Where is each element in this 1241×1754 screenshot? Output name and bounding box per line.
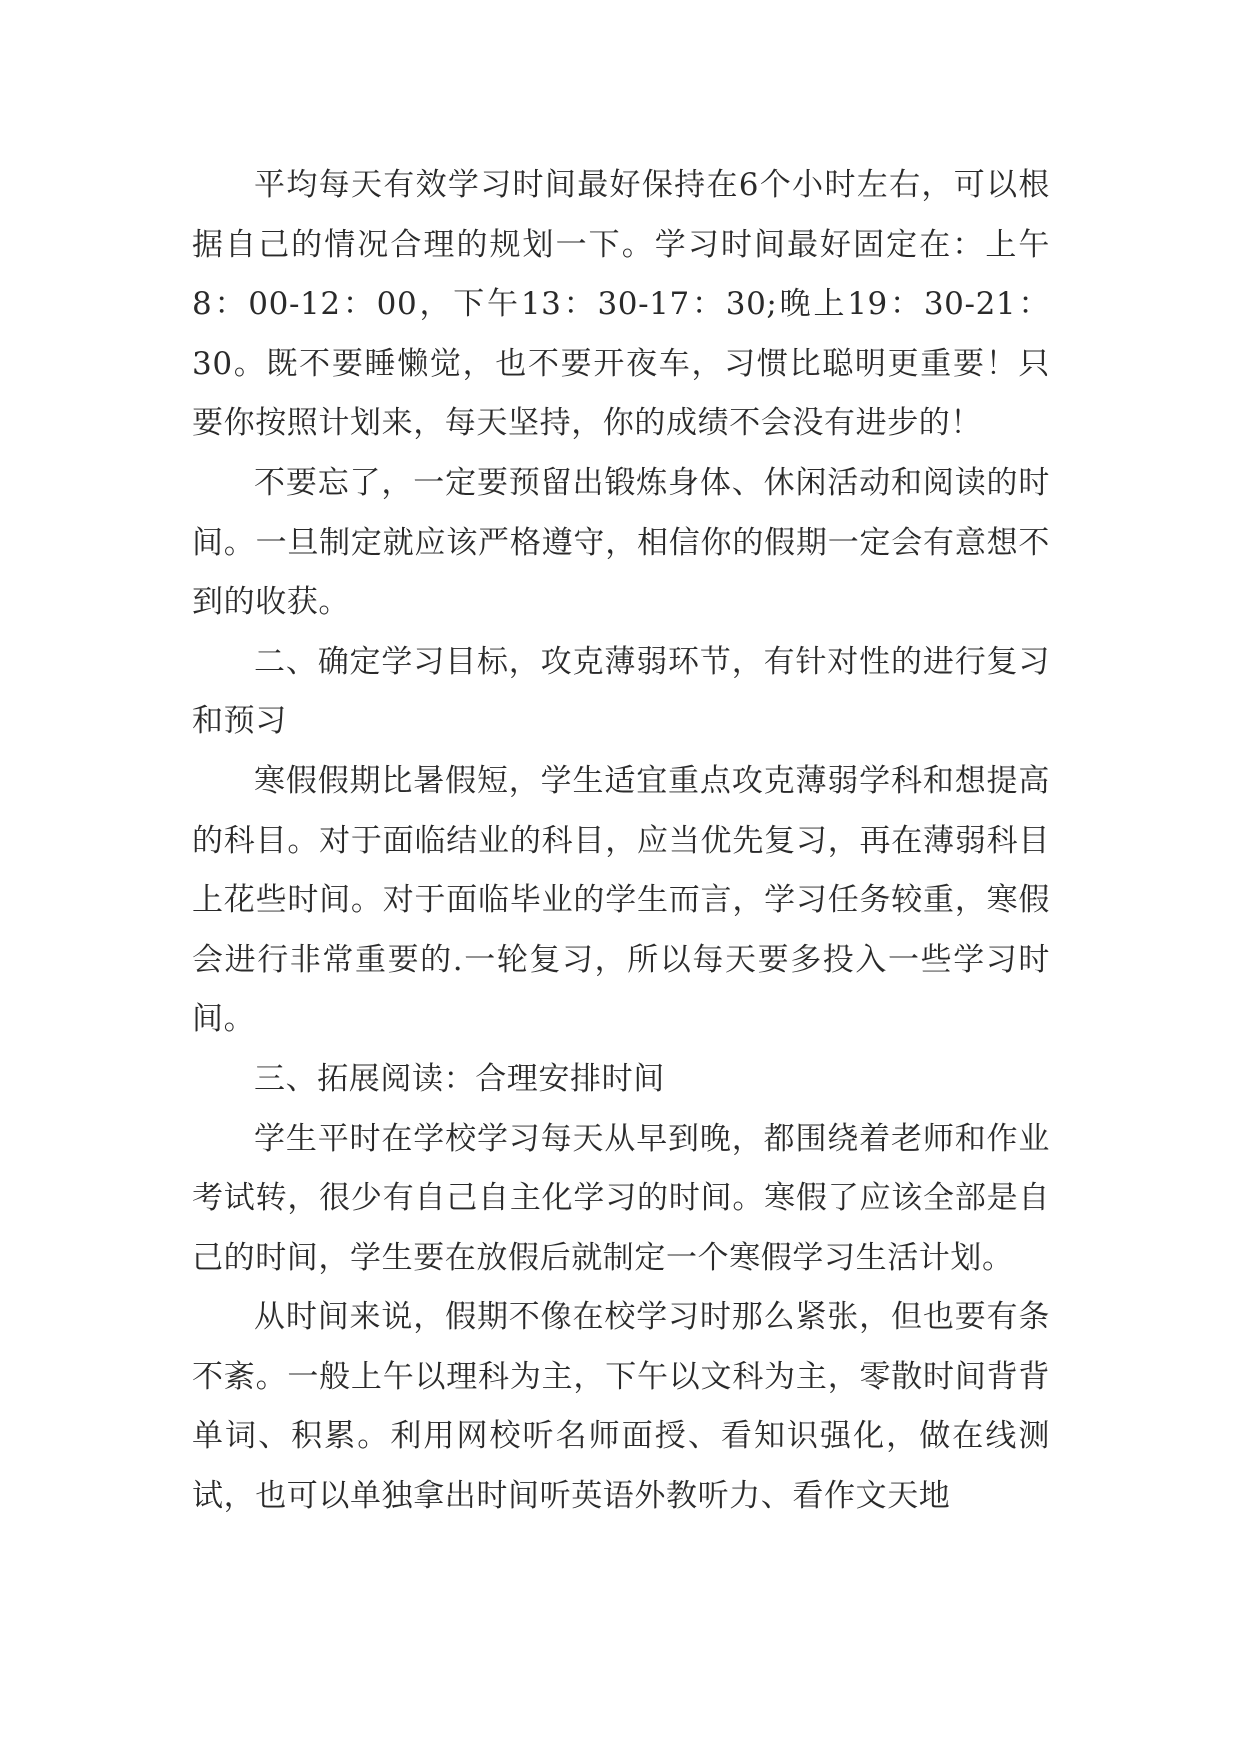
paragraph-reserve-time: 不要忘了，一定要预留出锻炼身体、休闲活动和阅读的时间。一旦制定就应该严格遵守，相信你的假期一定会有意想不到的收获。 bbox=[192, 464, 1050, 621]
section-heading-3: 三、拓展阅读：合理安排时间 bbox=[254, 1060, 665, 1097]
paragraph-self-study: 学生平时在学校学习每天从早到晚，都围绕着老师和作业考试转，很少有自己自主化学习的时间。寒假了应该全部是自己的时间，学生要在放假后就制定一个寒假学习生活计划。 bbox=[192, 1120, 1050, 1276]
paragraph-study-hours: 平均每天有效学习时间最好保持在6个小时左右，可以根据自己的情况合理的规划一下。学习时间最好固定在：上午8：00-12：00，下午13：30-17：30;晚上19：30-21：30。既不要睡懒觉，也不要开夜车，习惯比聪明更重要！只要你按照计划来，每天坚持，你的成绩不会没有进步的！ bbox=[192, 167, 1050, 442]
section-heading-2: 二、确定学习目标，攻克薄弱环节，有针对性的进行复习和预习 bbox=[192, 643, 1050, 740]
paragraph-daily-schedule: 从时间来说，假期不像在校学习时那么紧张，但也要有条不紊。一般上午以理科为主，下午以文科为主，零散时间背背单词、积累。利用网校听名师面授、看知识强化，做在线测试，也可以单独拿出时间听英语外教听力、看作文天地 bbox=[192, 1299, 1050, 1515]
paragraph-weak-subjects: 寒假假期比暑假短，学生适宜重点攻克薄弱学科和想提高的科目。对于面临结业的科目，应当优先复习，再在薄弱科目上花些时间。对于面临毕业的学生而言，学习任务较重，寒假会进行非常重要的.一轮复习，所以每天要多投入一些学习时间。 bbox=[192, 762, 1050, 1038]
document-body bbox=[192, 156, 1050, 1527]
